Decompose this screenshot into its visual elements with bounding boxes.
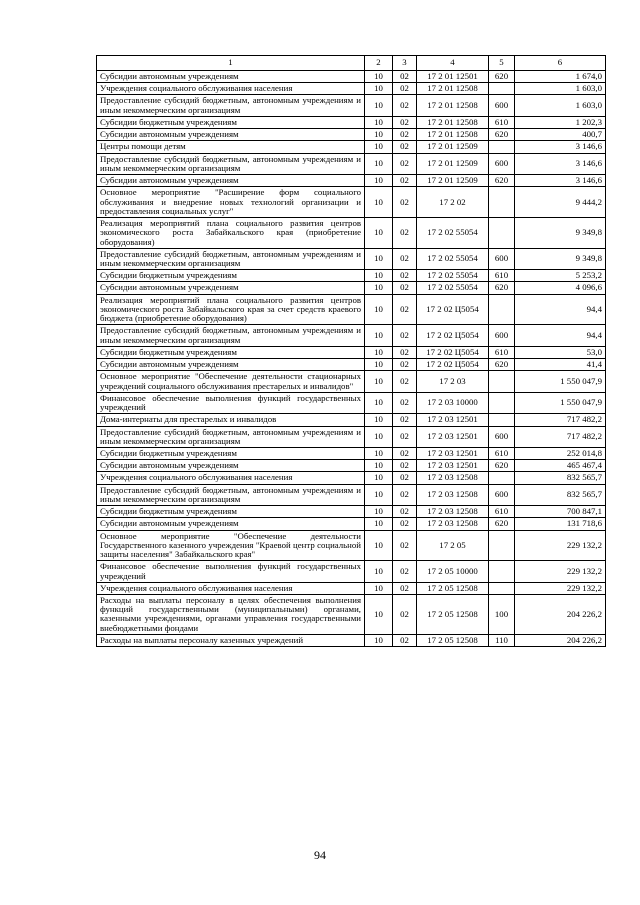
row-section-cell: 10 — [365, 426, 393, 447]
row-name-cell: Субсидии автономным учреждениям — [97, 175, 365, 187]
row-section-cell: 10 — [365, 518, 393, 530]
row-amount-cell: 717 482,2 — [515, 426, 606, 447]
row-subsection-cell: 02 — [393, 484, 417, 505]
row-target-code-cell: 17 2 03 12501 — [417, 447, 489, 459]
row-expense-type-cell: 600 — [489, 325, 515, 346]
row-expense-type-cell — [489, 218, 515, 249]
row-section-cell: 10 — [365, 582, 393, 594]
header-cell: 6 — [515, 56, 606, 71]
row-target-code-cell: 17 2 02 55054 — [417, 218, 489, 249]
table-row — [97, 472, 606, 484]
row-amount-cell: 229 132,2 — [515, 530, 606, 561]
header-cell: 5 — [489, 56, 515, 71]
row-target-code-cell: 17 2 02 55054 — [417, 248, 489, 269]
table-row — [97, 116, 606, 128]
table-row — [97, 141, 606, 153]
row-expense-type-cell: 600 — [489, 426, 515, 447]
row-subsection-cell: 02 — [393, 582, 417, 594]
table-row — [97, 218, 606, 249]
row-amount-cell: 465 467,4 — [515, 460, 606, 472]
row-expense-type-cell: 610 — [489, 506, 515, 518]
row-section-cell: 10 — [365, 95, 393, 116]
row-section-cell: 10 — [365, 392, 393, 413]
row-target-code-cell: 17 2 02 55054 — [417, 282, 489, 294]
row-subsection-cell: 02 — [393, 346, 417, 358]
row-name-cell: Основное мероприятие "Обеспечение деятельности Государственного казенного учреждения "Краевой центр социальной защиты населения" Забайкальского края" — [97, 530, 365, 561]
row-subsection-cell: 02 — [393, 634, 417, 646]
table-row — [97, 248, 606, 269]
row-target-code-cell: 17 2 03 10000 — [417, 392, 489, 413]
row-section-cell: 10 — [365, 530, 393, 561]
header-cell: 4 — [417, 56, 489, 71]
table-row — [97, 582, 606, 594]
row-name-cell: Субсидии автономным учреждениям — [97, 129, 365, 141]
row-subsection-cell: 02 — [393, 518, 417, 530]
row-name-cell: Субсидии бюджетным учреждениям — [97, 116, 365, 128]
row-target-code-cell: 17 2 01 12508 — [417, 83, 489, 95]
row-name-cell: Основное мероприятие "Обеспечение деятельности стационарных учреждений социального обслуживания престарелых и инвалидов" — [97, 371, 365, 392]
row-amount-cell: 1 550 047,9 — [515, 392, 606, 413]
row-expense-type-cell — [489, 294, 515, 325]
row-target-code-cell: 17 2 01 12509 — [417, 153, 489, 174]
table-row — [97, 359, 606, 371]
row-name-cell: Расходы на выплаты персоналу казенных учреждений — [97, 634, 365, 646]
row-name-cell: Финансовое обеспечение выполнения функций государственных учреждений — [97, 392, 365, 413]
row-amount-cell: 9 444,2 — [515, 187, 606, 218]
row-subsection-cell: 02 — [393, 426, 417, 447]
table-row — [97, 175, 606, 187]
row-section-cell: 10 — [365, 359, 393, 371]
row-expense-type-cell: 620 — [489, 518, 515, 530]
table-row — [97, 153, 606, 174]
row-amount-cell: 252 014,8 — [515, 447, 606, 459]
table-row — [97, 561, 606, 582]
row-amount-cell: 400,7 — [515, 129, 606, 141]
row-section-cell: 10 — [365, 71, 393, 83]
row-subsection-cell: 02 — [393, 359, 417, 371]
row-amount-cell: 9 349,8 — [515, 248, 606, 269]
row-name-cell: Субсидии бюджетным учреждениям — [97, 506, 365, 518]
table-row — [97, 270, 606, 282]
row-name-cell: Субсидии бюджетным учреждениям — [97, 346, 365, 358]
table-row — [97, 506, 606, 518]
row-section-cell: 10 — [365, 187, 393, 218]
row-section-cell: 10 — [365, 346, 393, 358]
row-subsection-cell: 02 — [393, 71, 417, 83]
row-amount-cell: 204 226,2 — [515, 634, 606, 646]
row-amount-cell: 229 132,2 — [515, 582, 606, 594]
row-section-cell: 10 — [365, 294, 393, 325]
table-row — [97, 129, 606, 141]
row-expense-type-cell: 610 — [489, 116, 515, 128]
row-amount-cell: 94,4 — [515, 294, 606, 325]
row-target-code-cell: 17 2 03 12508 — [417, 506, 489, 518]
row-subsection-cell: 02 — [393, 530, 417, 561]
table-row — [97, 392, 606, 413]
row-target-code-cell: 17 2 01 12508 — [417, 129, 489, 141]
table-header-row — [97, 56, 606, 71]
row-section-cell: 10 — [365, 282, 393, 294]
table-row — [97, 414, 606, 426]
table-row — [97, 83, 606, 95]
row-expense-type-cell: 620 — [489, 175, 515, 187]
row-expense-type-cell — [489, 83, 515, 95]
row-subsection-cell: 02 — [393, 472, 417, 484]
row-section-cell: 10 — [365, 83, 393, 95]
row-expense-type-cell: 620 — [489, 359, 515, 371]
row-section-cell: 10 — [365, 484, 393, 505]
row-section-cell: 10 — [365, 595, 393, 635]
row-name-cell: Расходы на выплаты персоналу в целях обеспечения выполнения функций государственными (муниципальными) органами, казенными учреждениями, органами управления государственными внебюджетными фондами — [97, 595, 365, 635]
row-expense-type-cell: 110 — [489, 634, 515, 646]
row-subsection-cell: 02 — [393, 414, 417, 426]
row-amount-cell: 700 847,1 — [515, 506, 606, 518]
row-target-code-cell: 17 2 02 Ц5054 — [417, 359, 489, 371]
row-section-cell: 10 — [365, 447, 393, 459]
row-expense-type-cell — [489, 187, 515, 218]
row-target-code-cell: 17 2 02 55054 — [417, 270, 489, 282]
row-amount-cell: 3 146,6 — [515, 141, 606, 153]
table-row — [97, 447, 606, 459]
table-row — [97, 530, 606, 561]
table-row — [97, 371, 606, 392]
row-subsection-cell: 02 — [393, 561, 417, 582]
row-section-cell: 10 — [365, 218, 393, 249]
row-subsection-cell: 02 — [393, 447, 417, 459]
row-subsection-cell: 02 — [393, 218, 417, 249]
row-target-code-cell: 17 2 01 12508 — [417, 95, 489, 116]
row-subsection-cell: 02 — [393, 595, 417, 635]
row-section-cell: 10 — [365, 129, 393, 141]
row-amount-cell: 1 674,0 — [515, 71, 606, 83]
row-subsection-cell: 02 — [393, 83, 417, 95]
page-number: 94 — [314, 848, 326, 862]
row-section-cell: 10 — [365, 153, 393, 174]
row-target-code-cell: 17 2 03 12508 — [417, 472, 489, 484]
row-subsection-cell: 02 — [393, 392, 417, 413]
row-expense-type-cell: 100 — [489, 595, 515, 635]
row-amount-cell: 204 226,2 — [515, 595, 606, 635]
row-target-code-cell: 17 2 03 12501 — [417, 460, 489, 472]
row-amount-cell: 4 096,6 — [515, 282, 606, 294]
row-name-cell: Финансовое обеспечение выполнения функций государственных учреждений — [97, 561, 365, 582]
row-name-cell: Предоставление субсидий бюджетным, автономным учреждениям и иным некоммерческим организациям — [97, 153, 365, 174]
row-section-cell: 10 — [365, 270, 393, 282]
table-row — [97, 294, 606, 325]
table-row — [97, 282, 606, 294]
row-section-cell: 10 — [365, 460, 393, 472]
row-target-code-cell: 17 2 01 12509 — [417, 141, 489, 153]
row-expense-type-cell — [489, 472, 515, 484]
row-name-cell: Реализация мероприятий плана социального развития центров экономического роста Забайкальского края за счет средств краевого бюджета (приобретение оборудования) — [97, 294, 365, 325]
row-expense-type-cell: 610 — [489, 270, 515, 282]
row-name-cell: Субсидии бюджетным учреждениям — [97, 270, 365, 282]
row-expense-type-cell: 610 — [489, 447, 515, 459]
row-section-cell: 10 — [365, 472, 393, 484]
row-expense-type-cell — [489, 392, 515, 413]
row-name-cell: Учреждения социального обслуживания населения — [97, 582, 365, 594]
row-expense-type-cell — [489, 371, 515, 392]
row-target-code-cell: 17 2 02 Ц5054 — [417, 294, 489, 325]
table-row — [97, 187, 606, 218]
table-row — [97, 426, 606, 447]
header-cell: 1 — [97, 56, 365, 71]
row-name-cell: Субсидии автономным учреждениям — [97, 359, 365, 371]
row-amount-cell: 832 565,7 — [515, 484, 606, 505]
row-amount-cell: 1 550 047,9 — [515, 371, 606, 392]
table-row — [97, 518, 606, 530]
row-target-code-cell: 17 2 02 — [417, 187, 489, 218]
table-row — [97, 95, 606, 116]
row-target-code-cell: 17 2 01 12508 — [417, 116, 489, 128]
row-target-code-cell: 17 2 01 12501 — [417, 71, 489, 83]
row-section-cell: 10 — [365, 116, 393, 128]
row-name-cell: Учреждения социального обслуживания населения — [97, 472, 365, 484]
row-expense-type-cell — [489, 582, 515, 594]
row-name-cell: Субсидии автономным учреждениям — [97, 71, 365, 83]
row-expense-type-cell: 600 — [489, 484, 515, 505]
row-name-cell: Субсидии автономным учреждениям — [97, 282, 365, 294]
row-subsection-cell: 02 — [393, 95, 417, 116]
row-target-code-cell: 17 2 05 10000 — [417, 561, 489, 582]
row-target-code-cell: 17 2 01 12509 — [417, 175, 489, 187]
row-subsection-cell: 02 — [393, 325, 417, 346]
row-subsection-cell: 02 — [393, 270, 417, 282]
row-amount-cell: 1 603,0 — [515, 95, 606, 116]
header-cell: 2 — [365, 56, 393, 71]
row-subsection-cell: 02 — [393, 371, 417, 392]
table-row — [97, 71, 606, 83]
row-expense-type-cell: 620 — [489, 71, 515, 83]
row-amount-cell: 3 146,6 — [515, 153, 606, 174]
row-amount-cell: 832 565,7 — [515, 472, 606, 484]
row-expense-type-cell: 600 — [489, 248, 515, 269]
row-expense-type-cell: 620 — [489, 129, 515, 141]
row-subsection-cell: 02 — [393, 141, 417, 153]
row-target-code-cell: 17 2 03 — [417, 371, 489, 392]
row-target-code-cell: 17 2 05 — [417, 530, 489, 561]
row-subsection-cell: 02 — [393, 460, 417, 472]
row-section-cell: 10 — [365, 175, 393, 187]
row-expense-type-cell: 600 — [489, 153, 515, 174]
row-expense-type-cell — [489, 561, 515, 582]
row-target-code-cell: 17 2 02 Ц5054 — [417, 346, 489, 358]
row-target-code-cell: 17 2 05 12508 — [417, 595, 489, 635]
row-amount-cell: 131 718,6 — [515, 518, 606, 530]
row-name-cell: Субсидии автономным учреждениям — [97, 460, 365, 472]
row-amount-cell: 1 202,3 — [515, 116, 606, 128]
row-expense-type-cell — [489, 141, 515, 153]
row-section-cell: 10 — [365, 506, 393, 518]
row-subsection-cell: 02 — [393, 153, 417, 174]
row-name-cell: Предоставление субсидий бюджетным, автономным учреждениям и иным некоммерческим организациям — [97, 325, 365, 346]
row-section-cell: 10 — [365, 325, 393, 346]
row-name-cell: Учреждения социального обслуживания населения — [97, 83, 365, 95]
row-subsection-cell: 02 — [393, 187, 417, 218]
row-target-code-cell: 17 2 03 12508 — [417, 518, 489, 530]
row-expense-type-cell: 600 — [489, 95, 515, 116]
row-amount-cell: 717 482,2 — [515, 414, 606, 426]
row-name-cell: Субсидии автономным учреждениям — [97, 518, 365, 530]
row-name-cell: Центры помощи детям — [97, 141, 365, 153]
table-body — [97, 71, 606, 647]
row-subsection-cell: 02 — [393, 282, 417, 294]
row-subsection-cell: 02 — [393, 175, 417, 187]
budget-table — [96, 55, 606, 647]
row-amount-cell: 5 253,2 — [515, 270, 606, 282]
row-expense-type-cell: 620 — [489, 282, 515, 294]
row-name-cell: Предоставление субсидий бюджетным, автономным учреждениям и иным некоммерческим организациям — [97, 248, 365, 269]
row-target-code-cell: 17 2 03 12501 — [417, 426, 489, 447]
table-row — [97, 346, 606, 358]
row-target-code-cell: 17 2 05 12508 — [417, 582, 489, 594]
row-amount-cell: 41,4 — [515, 359, 606, 371]
row-expense-type-cell — [489, 414, 515, 426]
row-expense-type-cell: 620 — [489, 460, 515, 472]
row-subsection-cell: 02 — [393, 294, 417, 325]
row-expense-type-cell: 610 — [489, 346, 515, 358]
row-subsection-cell: 02 — [393, 116, 417, 128]
row-name-cell: Основное мероприятие "Расширение форм социального обслуживания и внедрение новых технологий организации и предоставления социальных услуг" — [97, 187, 365, 218]
row-target-code-cell: 17 2 03 12508 — [417, 484, 489, 505]
row-amount-cell: 1 603,0 — [515, 83, 606, 95]
row-subsection-cell: 02 — [393, 129, 417, 141]
row-section-cell: 10 — [365, 141, 393, 153]
table-row — [97, 484, 606, 505]
table-row — [97, 460, 606, 472]
table-row — [97, 595, 606, 635]
row-amount-cell: 229 132,2 — [515, 561, 606, 582]
row-name-cell: Субсидии бюджетным учреждениям — [97, 447, 365, 459]
row-section-cell: 10 — [365, 414, 393, 426]
row-expense-type-cell — [489, 530, 515, 561]
row-amount-cell: 3 146,6 — [515, 175, 606, 187]
table-row — [97, 325, 606, 346]
row-subsection-cell: 02 — [393, 248, 417, 269]
row-name-cell: Дома-интернаты для престарелых и инвалидов — [97, 414, 365, 426]
header-cell: 3 — [393, 56, 417, 71]
row-target-code-cell: 17 2 02 Ц5054 — [417, 325, 489, 346]
row-amount-cell: 9 349,8 — [515, 218, 606, 249]
row-name-cell: Предоставление субсидий бюджетным, автономным учреждениям и иным некоммерческим организациям — [97, 426, 365, 447]
row-amount-cell: 53,0 — [515, 346, 606, 358]
row-section-cell: 10 — [365, 561, 393, 582]
row-target-code-cell: 17 2 05 12508 — [417, 634, 489, 646]
row-subsection-cell: 02 — [393, 506, 417, 518]
row-name-cell: Реализация мероприятий плана социального развития центров экономического роста Забайкальского края (приобретение оборудования) — [97, 218, 365, 249]
row-name-cell: Предоставление субсидий бюджетным, автономным учреждениям и иным некоммерческим организациям — [97, 484, 365, 505]
row-section-cell: 10 — [365, 371, 393, 392]
row-name-cell: Предоставление субсидий бюджетным, автономным учреждениям и иным некоммерческим организациям — [97, 95, 365, 116]
row-section-cell: 10 — [365, 248, 393, 269]
row-amount-cell: 94,4 — [515, 325, 606, 346]
row-section-cell: 10 — [365, 634, 393, 646]
row-target-code-cell: 17 2 03 12501 — [417, 414, 489, 426]
table-row — [97, 634, 606, 646]
